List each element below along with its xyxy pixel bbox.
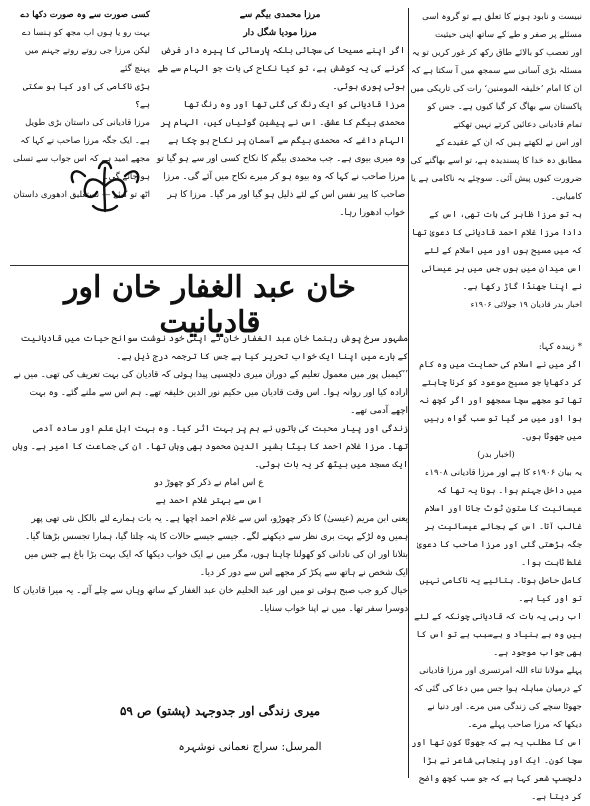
middle-paragraph: وہ میری بیوی ہے۔ جب محمدی بیگم کا نکاح کسی اور سے ہو گیا تو مرزا صاحب نے کہا کہ وہ بیوہ ہو کر میرے نکاح میں آئے گی۔ مرزا صاحب کا پیر نفس اس کے لئے ذلیل ہو گیا اور مر گیا۔ مرزا کا ہر خواب ادھورا رہا۔ bbox=[156, 154, 405, 218]
top-left-section bbox=[10, 6, 405, 258]
middle-block bbox=[155, 6, 405, 222]
article-paragraph: یعنی ابن مریم (عیسیٰ) کا ذکر چھوڑو، اس سے غلام احمد اچھا ہے۔ یہ بات ہمارے لئے بالکل نئی تھی پھر ہمیں وہ لڑکے بہت بری نظر سے دیکھنے لگے۔ جیسے جیسے حالات کا پتہ چلتا گیا، ہمارا تجسس بڑھتا گیا۔ bbox=[25, 514, 408, 542]
middle-heading: مرزا محمدی بیگم سے bbox=[239, 10, 321, 20]
verse-line: ع اس امام نے ذکر کو چھوڑ دو bbox=[154, 478, 264, 488]
quote-line: اگر میں نے اسلام کی حمایت میں وہ کام کر دکھایا جو مسیح موعود کو کرنا چاہئے تھا تو مجھے سچا سمجھو اور اگر کچھ نہ ہوا اور میں مر گیا تو سب گواہ رہیں میں جھوٹا ہوں۔ bbox=[419, 360, 582, 442]
poem-line: مرزا قادیانی کی داستان بڑی طویل ہے۔ ایک جگہ مرزا صاحب نے کہا کہ bbox=[20, 118, 150, 146]
right-lower-paragraph: اب رہی یہ بات کہ قادیانی چونکہ کے لئے ہیں وہ بے بنیاد و بےسبب ہے تو اس کا بھی جواب موجود ہے۔ bbox=[414, 612, 582, 658]
article-paragraph: زندگی اور پیار محبت کی باتوں نے ہم پر بہت اثر کیا۔ وہ بہت اہل علم اور سادہ آدمی تھا۔ مرزا غلام احمد کا بیٹا بشیر الدین محمود بھی وہاں تھا۔ ان کی جماعت کا امیر ہے۔ وہاں ایک مسجد میں بیٹھ کر یہ بات ہوئی۔ bbox=[12, 424, 408, 470]
source-reference: اخبار بدر قادیان ۱۹ جولائی ۱۹۰۶ء bbox=[470, 300, 582, 309]
horizontal-rule bbox=[10, 265, 408, 266]
article-headline: خان عبد الغفار خان اور قادیانیت bbox=[64, 270, 356, 340]
right-lower-paragraph: کامل حاصل ہوتا۔ بتائیے یہ ناکامی نہیں تو اور کیا ہے۔ bbox=[419, 576, 582, 604]
poem-line: کسی صورت سے وہ صورت دکھا دے bbox=[20, 10, 150, 20]
book-reference: میری زندگی اور جدوجہد (پشتو) ص ۵۹ bbox=[119, 704, 321, 718]
quote-intro: * زیبدہ کہا: bbox=[538, 342, 582, 352]
right-paragraph: اور اس نے لکھتے ہیں کہ ان کے عقیدے کے مطابق دہ خدا کا پسندیدہ ہے، تو اسے بھاگنے کی ضرورت کیوں پیش آئی۔ سوچئے یہ ناکامی ہے یا کامیابی۔ bbox=[410, 138, 582, 202]
right-paragraph: نبیست و نابود ہونے کا تعلق ہے تو گروہ اسی مسئلے پر صفر و طے کے ساتھ اپنی حیثیت bbox=[422, 12, 582, 40]
middle-paragraph: اگر اپنے مسیحا کی سچائی بلکہ پارسائی کا پیرہ دار فرض کرنے کی یہ کوشش ہے، تو کیا نکاح کی بات جو الہام سے طے ہوئی پوری ہوئی۔ bbox=[157, 46, 405, 92]
middle-subheading: مرزا مودیا شگل دار bbox=[243, 28, 317, 38]
poem-line: بہت رو یا ہوں اب مجھ کو ہنسا دے bbox=[21, 28, 150, 38]
right-lower-paragraph: اس کا مطلب یہ ہے کہ جھوٹا کون تھا اور سچا کون۔ ایک اور پنجابی شاعر نے بڑا دلچسپ شعر کہا ہے کہ جو سب کچھ واضح کر دیتا ہے۔ bbox=[411, 738, 582, 802]
right-lower-paragraph: یہ بیان ۱۹۰۶ء کا ہے اور مرزا قادیانی ۱۹۰۸ء میں داخل جہنم ہوا۔ ہونا یہ تھا کہ عیسائیت کا ستون ٹوٹ جاتا اور اسلام غالب آتا۔ اس کے بجائے عیسائیت ہر جگہ بڑھتی گئی اور مرزا صاحب کا دعویٰ غلط ثابت ہوا۔ bbox=[416, 468, 582, 568]
right-lower-section bbox=[410, 338, 582, 806]
poem-line: اٹھ تو کیئے — نستعلیق ادھوری داستان bbox=[13, 190, 150, 200]
article-paragraph: خیال کرو جب صبح ہوئی تو میں اور عبد الحلیم خان عبد الغفار کے ساتھ وہاں سے چلے آئے۔ یہ میرا قادیان کا دوسرا سفر تھا۔ میں نے اپنا خواب سنایا۔ bbox=[13, 586, 408, 614]
poem-line: بڑی ناکامی کی اور کیا ہو سکتی ہے؟ bbox=[22, 82, 150, 110]
poem-line: مجھے امید ہے کہ اس جواب سے تسلی ہو جائے گی۔ bbox=[13, 154, 150, 182]
right-paragraph: اور تعصب کو بالائے طاق رکھ کر غور کریں تو یہ مسئلہ بڑی آسانی سے سمجھ میں آ سکتا ہے کہ ان کا امام ’خلیفہ المومنین‘ رات کی تاریکی میں پاکستان سے بھاگ کر گیا کیوں ہے۔ جس کو تمام قادیانی دعائیں کرتے نہیں تھکتے bbox=[410, 48, 582, 130]
right-lower-paragraph: پہلے مولانا ثناء اللہ امرتسری اور مرزا قادیانی کے درمیان مباہلہ ہوا جس میں دعا کی گئی کہ جھوٹا سچے کی زندگی میں مرے۔ اور دنیا نے دیکھا کہ مرزا صاحب پہلے مرے۔ bbox=[413, 666, 582, 730]
article-paragraph: ’’کیمبل پور میں معمول تعلیم کے دوران میری دلچسپی پیدا ہوئی کہ قادیان کی بہت تعریف کی تھی۔ میں نے ارادہ کیا اور روانہ ہوا۔ اس وقت قادیان میں حکیم نور الدین خلیفہ تھے۔ ہم اس سے ملنے گئے۔ وہ بہت اچھے آدمی تھے۔ bbox=[13, 370, 408, 416]
middle-paragraph: مرزا قادیانی کو ایک رنگ کی گئی تھا اور وہ رنگ تھا محمدی بیگم کا عشق۔ اس نے پیشین گوئیاں کیں، الہام پر الہام داغے کہ محمدی بیگم سے آسمان پر نکاح ہو چکا ہے bbox=[160, 100, 405, 146]
right-column bbox=[410, 8, 582, 802]
quote-source: (اخبار بدر) bbox=[477, 450, 515, 460]
ornament-icon bbox=[65, 156, 145, 216]
column-divider bbox=[408, 8, 409, 778]
poem-line: لیکن مرزا جی روتے روتے جہنم میں پہنچ گئے bbox=[24, 46, 150, 74]
right-paragraph: بہ تو مرزا ظاہر کی بات تھی، اس کے دادا مرزا غلام احمد قادیانی کا دعویٰ تھا کہ میں مسیح ہوں اور میں اسلام کے لئے اس میدان میں ہوں جس میں ہر عیسائی نے اپنا جھنڈا گاڑ رکھا ہے۔ bbox=[411, 210, 582, 292]
verse-line: اس سے بہتر غلام احمد ہے bbox=[155, 496, 263, 506]
sender-line: المرسل: سراج نعمانی نوشہرہ bbox=[178, 740, 322, 753]
article-paragraph: مشہور سرخ پوش رہنما خان عبد الغفار خان نے اپنی خود نوشت سوانح حیات میں قادیانیت کے بارے میں اپنا ایک خواب تحریر کیا ہے جس کا ترجمہ درج ذیل ہے۔ bbox=[20, 334, 408, 362]
article-paragraph: بتلانا اور ان کی نادانی کو کھولنا چاہتا ہوں، مگر میں نے ایک خواب دیکھا کہ ایک بہت بڑا باغ ہے جس میں ایک شخص نے ہاتھ سے پکڑ کر مجھے اس سے دور کر دیا۔ bbox=[24, 550, 408, 578]
